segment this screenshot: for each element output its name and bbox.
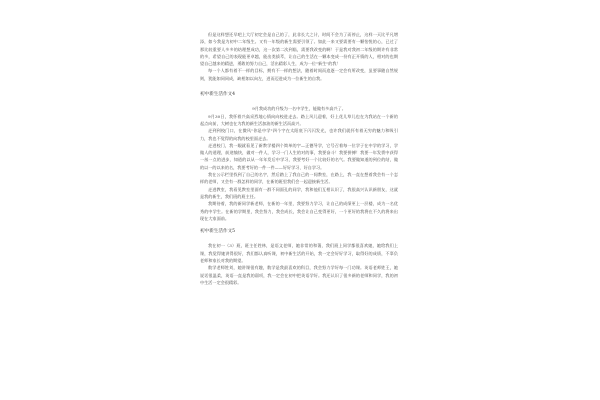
paragraph: 9月30日，我怀着兴高采烈地心情向向校进走去。路上风儿迎着，好上花儿草儿也在为我站在一个新的起点向前，大树也在为我的新生活加油的新生活而高兴。 xyxy=(200,113,398,126)
paragraph: 走进校门，我一眼就看见了新教学楼四个简单的字—正德导学，它号召着每一位学子在中学的学习，学做人的道理，前途愉快，做对一件人，学习一门人生的对的事，我要奋斗！我要拼搏！我要一年发愤中获得一丝一点的进步，知道的以从一年年发后中学习，我要考好一个比较好的名气。我要做知道的到位的结，做的以一的以来的名，我要考好的一件一件——好好学习、好自学习。 xyxy=(200,142,398,170)
section-heading-5: 初中新生活作文5 xyxy=(200,229,236,235)
paragraph: 我在初一（3）班，班主任姓林，是语文老师，她非常的和蔼，我们班上同学都很喜欢她，她给我们上课，我觉得她讲得很好，我们都认真听课，初中新生活的开始，我一定会好好学习，取得好的成绩，不辜负老师和家长对我的期望。 xyxy=(200,243,398,264)
paragraph: 数学老师姓刘，她讲课很有趣，数学是我最喜欢的科目，我会努力学好每一门功课。英语老师姓王，她说话很温柔，英语一直是我的弱项，我一定会在初中把英语学好。我还认识了很多新的老师和同学，我的初中生活一定会很精彩。 xyxy=(200,265,398,285)
paragraph: 走到到校门口，在微风"你是中学"四个字在太阳底下闪闪发光，也许我们就怀有着无穷的魅力和吸引力，我也不觉得的向我的校里面走去。 xyxy=(200,128,398,141)
section-heading-4: 初中新生活作文4 xyxy=(200,92,236,98)
paragraph: 我在公示栏里找到了自己的名字，然后踏上了我自己的一间教室，在路上，我一直在想着我会有一个怎样的老师，又会有一群怎样的同学，在新的班里我们会一起迎接新生活。 xyxy=(200,172,398,185)
paragraph: 每一个人都有着不一样的目标，拥有不一样的想法，随着时间而追逐一定会有所改变，虽要事随自然规则，犹能如同同成，缺相如以向左，进而迈进成为一位新生的自我。 xyxy=(200,68,398,81)
paragraph: 我期待着，我的新同学新老师，在新的一年里，我要努力学习，让自己的成绩更上一层楼，成为一名优秀的中学生。在新的学期里，我会努力，我会成长，我会让自己变得更好，一个更好的我将在不久的将来出现在大家面前。 xyxy=(200,201,398,221)
paragraph: 走进教室，我看见教室里面有一群不同面孔的同学，我和他们互相认识了，我很高兴认识新朋友，这就是我的新生，我们班的班主任。 xyxy=(200,186,398,199)
document-page xyxy=(200,0,398,400)
paragraph: 但是这样想还早吧上大厅初定会是自己的了，此非长大之计，时间不会为了而停止，这样一天比平凡增添，如今我是为初中二年级生。又有一年级的新生需要引领了。如此一来又要需要有一颗怡悦的心，已过了那比较重要人多多的结理想成功，这一次第二次到临，需要我改变的啊！于是我对我初二年级的期许有非常的多，希望自己的表现能更卓越，能出类拔萃，让自己的生活在一颗本变成一份有正开情的人，相对的也期望自己越来的精进，勇敢的努力自己，活出精彩人生，成为一位"新生"的我！ xyxy=(200,32,398,67)
paragraph: 9月我成功的升级为一名中学生，能做有多高兴了。 xyxy=(252,106,346,112)
